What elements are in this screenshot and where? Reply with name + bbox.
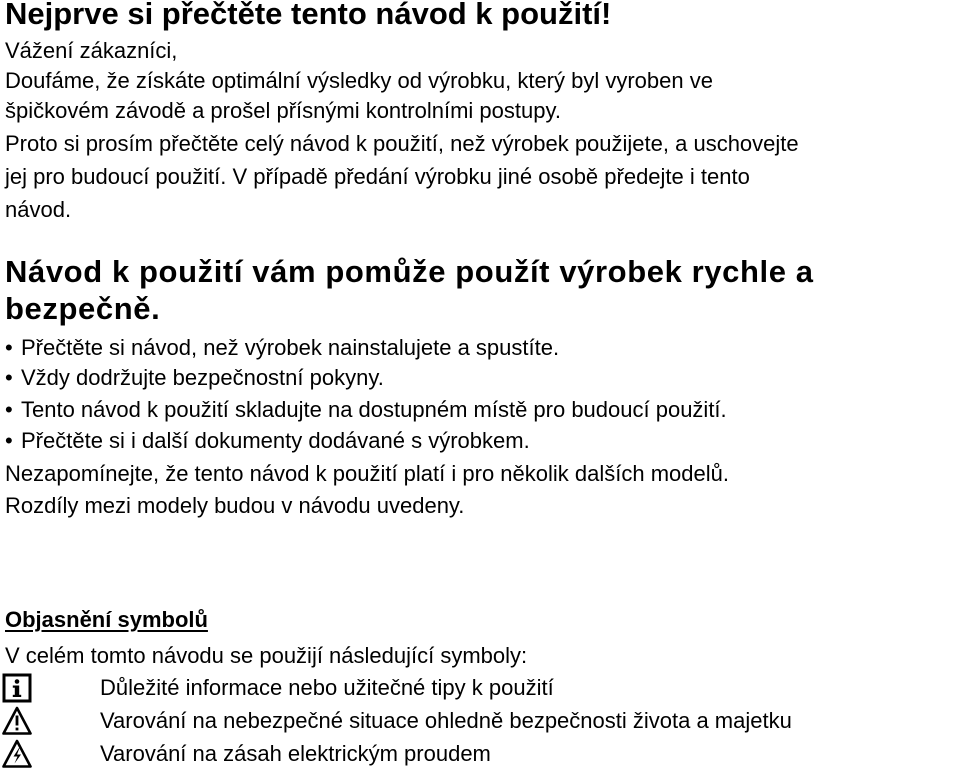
symbols-intro: V celém tomto návodu se použijí následující symboly: xyxy=(5,643,528,668)
models-note: Nezapomínejte, že tento návod k použití platí i pro několik dalších modelů. xyxy=(5,461,729,486)
symbol-description: Důležité informace nebo užitečné tipy k použití xyxy=(100,675,554,700)
electric-shock-icon xyxy=(2,739,32,769)
intro-line: špičkovém závodě a prošel přísnými kontrolními postupy. xyxy=(5,98,561,123)
bullet-text: Přečtěte si i další dokumenty dodávané s výrobkem. xyxy=(21,428,530,453)
intro-line: Doufáme, že získáte optimální výsledky od výrobku, který byl vyroben ve xyxy=(5,68,713,93)
bullet-item xyxy=(5,427,530,455)
bullet-mark: • xyxy=(5,428,13,453)
page-title: Nejprve si přečtěte tento návod k použití! xyxy=(5,0,612,31)
bullet-text: Přečtěte si návod, než výrobek nainstalujete a spustíte. xyxy=(21,335,560,360)
symbol-row-warning xyxy=(5,706,955,736)
symbol-row-info xyxy=(5,673,955,703)
section-subtitle: Návod k použití vám pomůže použít výrobek rychle a bezpečně. xyxy=(5,254,814,326)
symbol-description: Varování na zásah elektrickým proudem xyxy=(100,741,491,766)
intro-line: návod. xyxy=(5,197,72,222)
bullet-mark: • xyxy=(5,335,13,360)
intro-line: Proto si prosím přečtěte celý návod k použití, než výrobek použijete, a uschovejte xyxy=(5,131,799,156)
bullet-item xyxy=(5,334,559,362)
models-note: Rozdíly mezi modely budou v návodu uvedeny. xyxy=(5,493,465,518)
bullet-item xyxy=(5,396,727,424)
bullet-text: Tento návod k použití skladujte na dostupném místě pro budoucí použití. xyxy=(21,397,727,422)
bullet-text: Vždy dodržujte bezpečnostní pokyny. xyxy=(21,365,384,390)
symbol-row-electric xyxy=(5,739,955,769)
bullet-mark: • xyxy=(5,365,13,390)
symbol-description: Varování na nebezpečné situace ohledně bezpečnosti života a majetku xyxy=(100,708,792,733)
info-icon xyxy=(2,673,32,703)
symbols-heading: Objasnění symbolů xyxy=(5,607,208,632)
warning-triangle-icon xyxy=(2,706,32,736)
greeting: Vážení zákazníci, xyxy=(5,38,178,63)
bullet-item xyxy=(5,364,384,392)
bullet-mark: • xyxy=(5,397,13,422)
intro-line: jej pro budoucí použití. V případě předání výrobku jiné osobě předejte i tento xyxy=(5,164,750,189)
